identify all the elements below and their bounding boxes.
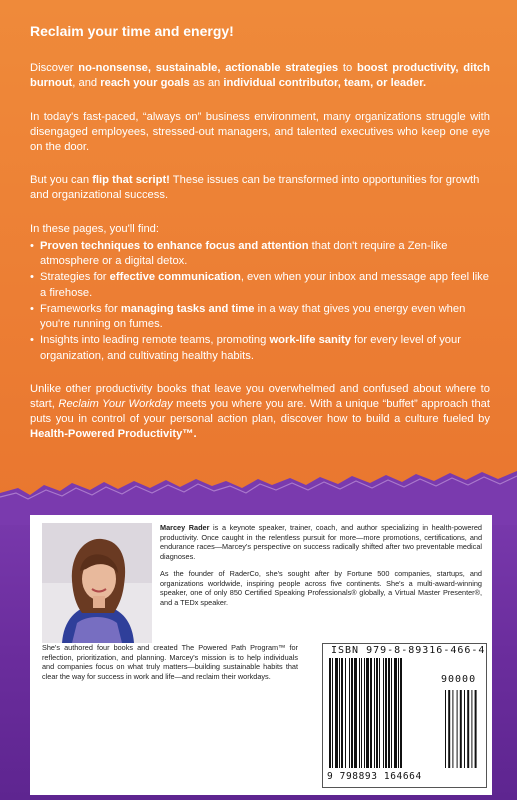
list-item: • Frameworks for managing tasks and time in a way that gives you energy even when you're running on fumes. — [30, 302, 490, 332]
list-item: • Proven techniques to enhance focus and attention that don't require a Zen-like atmosphere or a digital detox. — [30, 239, 490, 269]
author-photo — [42, 523, 152, 643]
list-item: • Strategies for effective communication, even when your inbox and message app feel like a firehose. — [30, 270, 490, 300]
list-intro: In these pages, you'll find: — [30, 222, 160, 235]
list-item: • Insights into leading remote teams, promoting work-life sanity for every level of your organization, and cultivating healthy habits. — [30, 333, 490, 363]
barcode — [329, 658, 484, 770]
bio-paragraph-2: As the founder of RaderCo, she's sought after by Fortune 500 companies, startups, and organizations worldwide, inspiring people across five continents. She's a multi-award-winning speaker, one of only 850 Certified Speaking Professionals® globally, a Virtual Master Presenter®, and a TEDx speaker. — [160, 568, 482, 607]
bio-paragraph-3: She's authored four books and created The Powered Path Program™ for reflection, prioritization, and planning. Marcey's mission is to help individuals and companies focus on what truly matters—building sustainable habits that clear the way for success in work and life—and reclaim their workdays. — [42, 643, 298, 682]
headline: Reclaim your time and energy! — [30, 23, 234, 39]
barcode-box — [322, 643, 487, 788]
price-code: 90000 — [441, 674, 477, 685]
intro-paragraph: Discover no-nonsense, sustainable, actionable strategies to boost productivity, ditch burnout, and reach your goals as an individual contributor, team, or leader. — [30, 62, 490, 90]
bio-paragraph-1: Marcey Rader is a keynote speaker, trainer, coach, and author specializing in health-powered productivity. Once caught in the relentless pursuit for more—more promotions, certifications, and endurance races—Marcey's perspective on success radically shifted after two preventable medical diagnoses. — [160, 523, 482, 562]
author-bio — [160, 523, 482, 615]
barcode-digits: 9 798893 164664 — [327, 771, 422, 782]
flip-script-paragraph: But you can flip that script! These issues can be transformed into opportunities for growth and organizational success. — [30, 174, 480, 202]
back-cover-copy — [30, 22, 490, 461]
environment-paragraph: In today's fast-paced, “always on” business environment, many organizations struggle with disengaged employees, stressed-out managers, and talented executives who keep one eye on the door. — [30, 110, 490, 153]
isbn-label: ISBN 979-8-89316-466-4 — [331, 645, 486, 656]
feature-list — [30, 239, 490, 364]
author-box — [30, 515, 492, 795]
closing-paragraph: Unlike other productivity books that leave you overwhelmed and confused about where to start, Reclaim Your Workday meets you where you are. With a unique “buffet” approach that puts you in control of your personal action plan, discover how to build a culture fueled by Health-Powered Productivity™. — [30, 382, 490, 441]
